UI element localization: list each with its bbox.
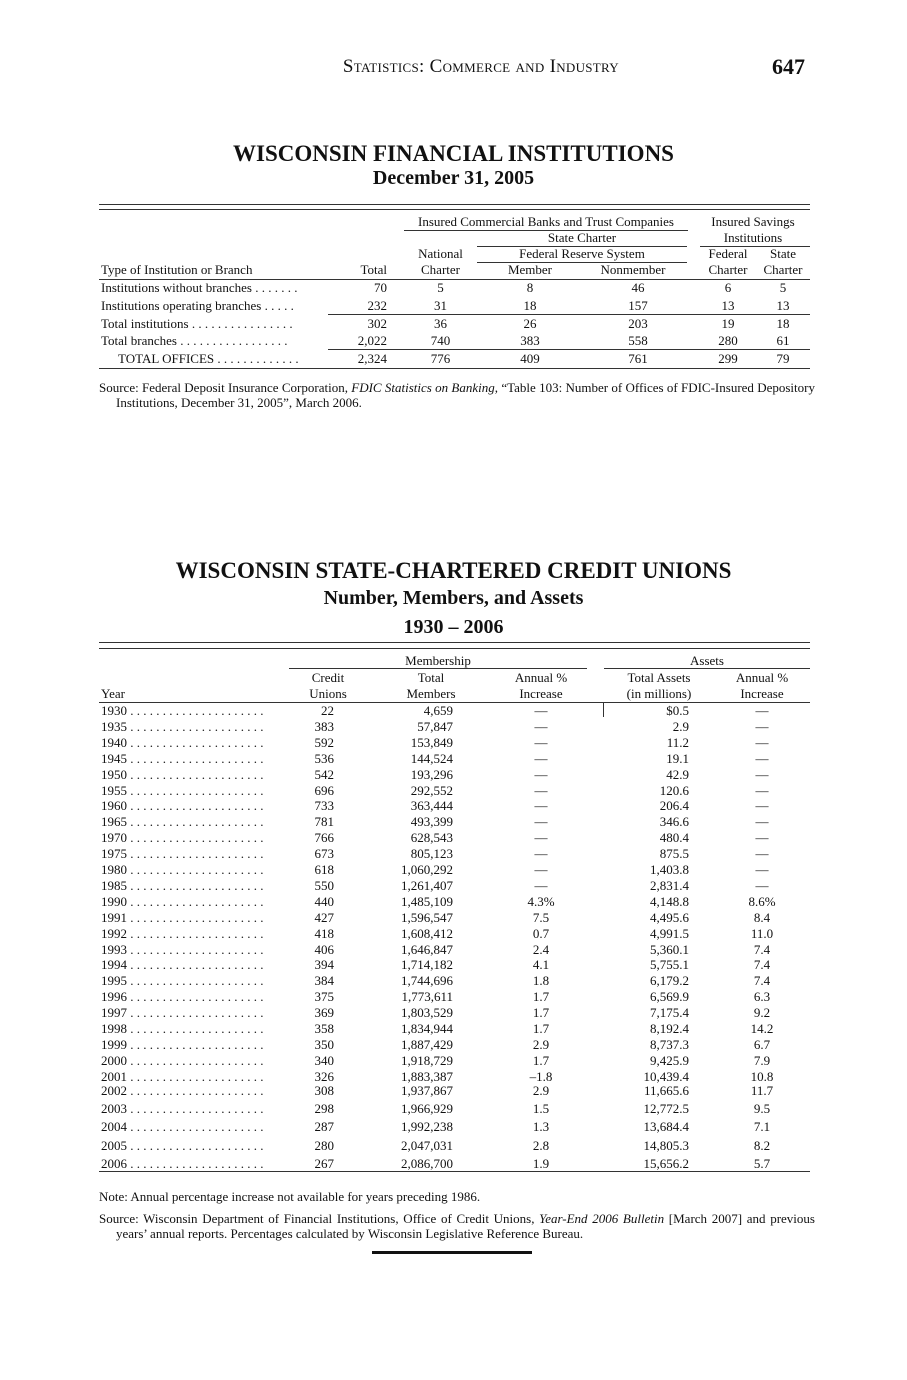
t2-cell-unions: 733 — [314, 798, 334, 813]
t1-col-national-2: Charter — [421, 262, 460, 277]
t2-cell-asset-increase: 7.9 — [753, 1053, 771, 1068]
t1-cell-federal: 13 — [721, 298, 735, 313]
t1-cell-total: 2,022 — [357, 333, 387, 348]
t1-cell-nonmember: 761 — [628, 351, 648, 366]
t2-cell-asset-increase: –– — [755, 830, 769, 845]
t2-cell-members: 4,659 — [423, 703, 453, 718]
t1-col-federal-1: Federal — [708, 246, 748, 261]
t2-cell-member-increase: –– — [534, 830, 548, 845]
t1-col-state-2: Charter — [763, 262, 803, 277]
t2-row-year: 2001 . . . . . . . . . . . . . . . . . . . . . — [101, 1069, 264, 1084]
t2-cell-assets: 2.9 — [672, 719, 689, 734]
t2-cell-members: 292,552 — [410, 783, 453, 798]
t2-cell-asset-increase: –– — [755, 846, 769, 861]
t1-cell-member: 18 — [523, 298, 537, 313]
t2-col-minc-1: Annual % — [514, 670, 568, 685]
t1-cell-federal: 299 — [718, 351, 738, 366]
table2-note: Note: Annual percentage increase not available for years preceding 1986. — [99, 1189, 481, 1204]
t2-row-year: 2003 . . . . . . . . . . . . . . . . . . . . . — [101, 1101, 264, 1116]
t2-cell-members: 1,773,611 — [401, 989, 453, 1004]
t2-cell-assets: 1,403.8 — [650, 862, 689, 877]
t2-row-year: 1990 . . . . . . . . . . . . . . . . . . . . . — [101, 894, 264, 909]
t2-cell-assets: 9,425.9 — [650, 1053, 689, 1068]
t2-cell-asset-increase: 6.3 — [753, 989, 771, 1004]
t2-cell-member-increase: –– — [534, 767, 548, 782]
t2-col-minc-2: Increase — [519, 686, 563, 701]
t2-row-year: 1999 . . . . . . . . . . . . . . . . . . . . . — [101, 1037, 264, 1052]
t1-cell-federal: 280 — [718, 333, 738, 348]
t1-cell-national: 31 — [434, 298, 447, 313]
t2-cell-members: 1,646,847 — [401, 942, 453, 957]
t2-cell-asset-increase: 10.8 — [750, 1069, 774, 1084]
t2-col-members-1: Total — [417, 670, 445, 685]
t2-cell-member-increase: 1.7 — [532, 1053, 550, 1068]
t2-row-year: 2005 . . . . . . . . . . . . . . . . . . . . . — [101, 1138, 264, 1153]
t2-row-year: 1960 . . . . . . . . . . . . . . . . . . . . . — [101, 798, 264, 813]
t2-cell-unions: 298 — [314, 1101, 334, 1116]
t2-cell-assets: 5,755.1 — [650, 957, 689, 972]
t2-cell-member-increase: 1.7 — [532, 1021, 550, 1036]
t2-cell-asset-increase: –– — [755, 719, 769, 734]
t2-cell-unions: 542 — [314, 767, 334, 782]
t2-cell-members: 153,849 — [410, 735, 453, 750]
t2-row-year: 1994 . . . . . . . . . . . . . . . . . . . . . — [101, 957, 264, 972]
t2-cell-assets: 13,684.4 — [643, 1119, 689, 1134]
t2-row-year: 1992 . . . . . . . . . . . . . . . . . . . . . — [101, 926, 264, 941]
t2-cell-members: 1,596,547 — [401, 910, 453, 925]
t2-cell-members: 1,834,944 — [401, 1021, 453, 1036]
t1-row-label: Institutions operating branches . . . . . — [101, 298, 294, 313]
t2-cell-member-increase: –– — [534, 798, 548, 813]
t2-cell-members: 1,887,429 — [401, 1037, 453, 1052]
t1-group-frs: Federal Reserve System — [519, 246, 645, 261]
t1-cell-member: 409 — [520, 351, 540, 366]
t2-cell-member-increase: –– — [534, 846, 548, 861]
t1-cell-state: 61 — [776, 333, 790, 348]
t2-cell-members: 1,992,238 — [401, 1119, 453, 1134]
t2-cell-member-increase: –– — [534, 862, 548, 877]
t2-cell-asset-increase: 11.0 — [750, 926, 774, 941]
t2-cell-asset-increase: –– — [755, 767, 769, 782]
t2-cell-assets: 8,737.3 — [650, 1037, 689, 1052]
t1-cell-national: 36 — [434, 316, 447, 331]
t1-cell-member: 26 — [523, 316, 537, 331]
t2-row-year: 1930 . . . . . . . . . . . . . . . . . . . . . — [101, 703, 264, 718]
t2-row-year: 1980 . . . . . . . . . . . . . . . . . . . . . — [101, 862, 264, 877]
t2-row-year: 1950 . . . . . . . . . . . . . . . . . . . . . — [101, 767, 264, 782]
t2-cell-member-increase: 2.9 — [532, 1037, 550, 1052]
t1-cell-total: 232 — [367, 298, 387, 313]
t2-cell-members: 1,060,292 — [401, 862, 453, 877]
t2-cell-assets: 4,991.5 — [650, 926, 689, 941]
t2-cell-assets: 4,495.6 — [650, 910, 689, 925]
t2-row-year: 2002 . . . . . . . . . . . . . . . . . . . . . — [101, 1083, 264, 1098]
t2-cell-asset-increase: 7.1 — [753, 1119, 771, 1134]
t1-cell-nonmember: 46 — [631, 280, 645, 295]
t1-cell-national: 776 — [430, 351, 451, 366]
t2-cell-members: 1,261,407 — [401, 878, 453, 893]
t2-cell-member-increase: 4.1 — [532, 957, 550, 972]
t2-cell-unions: 22 — [321, 703, 334, 718]
t1-group-state-charter: State Charter — [547, 230, 617, 245]
t1-col-total: Total — [360, 262, 387, 277]
t2-cell-assets: 346.6 — [659, 814, 689, 829]
t2-col-year: Year — [101, 686, 125, 701]
end-of-page-rule — [372, 1251, 532, 1254]
t2-cell-unions: 369 — [314, 1005, 334, 1020]
t2-row-year: 1985 . . . . . . . . . . . . . . . . . . . . . — [101, 878, 264, 893]
t1-col-member: Member — [507, 262, 553, 277]
t2-row-year: 1993 . . . . . . . . . . . . . . . . . . . . . — [101, 942, 264, 957]
t2-cell-asset-increase: 9.2 — [753, 1005, 771, 1020]
t2-cell-member-increase: –– — [534, 703, 548, 718]
t1-col-national-1: National — [418, 246, 463, 261]
t2-cell-members: 1,883,387 — [401, 1069, 453, 1084]
t2-cell-unions: 536 — [314, 751, 334, 766]
t2-col-ainc-2: Increase — [740, 686, 784, 701]
t2-cell-unions: 384 — [314, 973, 334, 988]
t2-cell-asset-increase: 5.7 — [753, 1156, 771, 1171]
t2-cell-asset-increase: –– — [755, 878, 769, 893]
t2-cell-asset-increase: –– — [755, 783, 769, 798]
t2-cell-member-increase: –– — [534, 878, 548, 893]
t2-cell-unions: 267 — [314, 1156, 334, 1171]
t2-cell-members: 805,123 — [410, 846, 453, 861]
t2-cell-asset-increase: 7.4 — [753, 942, 771, 957]
t1-cell-total: 302 — [367, 316, 387, 331]
t2-row-year: 1970 . . . . . . . . . . . . . . . . . . . . . — [101, 830, 264, 845]
running-title-text: Statistics: Commerce and Industry — [342, 56, 619, 77]
t2-cell-asset-increase: 14.2 — [750, 1021, 774, 1036]
t2-row-year: 1975 . . . . . . . . . . . . . . . . . . . . . — [101, 846, 264, 861]
t2-cell-unions: 673 — [314, 846, 334, 861]
t2-cell-assets: 15,656.2 — [643, 1156, 689, 1171]
t2-cell-member-increase: 4.3% — [527, 894, 555, 909]
t2-row-year: 1945 . . . . . . . . . . . . . . . . . . . . . — [101, 751, 264, 766]
t2-cell-assets: 6,569.9 — [650, 989, 689, 1004]
t1-group-savings-1: Insured Savings — [711, 214, 795, 229]
t2-cell-assets: 4,148.8 — [650, 894, 689, 909]
t2-col-assets-1: Total Assets — [627, 670, 691, 685]
t1-cell-state: 79 — [776, 351, 790, 366]
t2-cell-unions: 781 — [314, 814, 334, 829]
t2-cell-unions: 427 — [314, 910, 334, 925]
t2-cell-asset-increase: –– — [755, 814, 769, 829]
t2-row-year: 1997 . . . . . . . . . . . . . . . . . . . . . — [101, 1005, 264, 1020]
t2-cell-unions: 358 — [314, 1021, 334, 1036]
t1-cell-federal: 6 — [724, 280, 732, 295]
t2-cell-assets: 8,192.4 — [650, 1021, 689, 1036]
table1-subtitle: December 31, 2005 — [372, 167, 535, 189]
table2-source: Source: Wisconsin Department of Financial Institutions, Office of Credit Unions, Year-End 2006 Bulletin [March 2007] and previous years’ annual reports. Percentages calculated by Wisconsin Legislative Reference Bureau. — [99, 1211, 815, 1241]
t2-cell-asset-increase: 7.4 — [753, 957, 771, 972]
t2-cell-unions: 592 — [314, 735, 334, 750]
t2-cell-members: 144,524 — [410, 751, 453, 766]
t1-cell-state: 13 — [776, 298, 790, 313]
t2-cell-assets: 12,772.5 — [643, 1101, 689, 1116]
t2-cell-members: 1,803,529 — [401, 1005, 453, 1020]
t2-cell-assets: 875.5 — [659, 846, 689, 861]
t2-cell-member-increase: –– — [534, 751, 548, 766]
t2-cell-member-increase: 1.8 — [532, 973, 550, 988]
t1-row-label: Total institutions . . . . . . . . . . . . . . . . — [101, 316, 293, 331]
t2-cell-members: 2,047,031 — [401, 1138, 453, 1153]
t2-row-year: 1935 . . . . . . . . . . . . . . . . . . . . . — [101, 719, 264, 734]
t2-cell-unions: 394 — [314, 957, 334, 972]
t2-cell-asset-increase: 8.6% — [748, 894, 776, 909]
t2-cell-asset-increase: –– — [755, 798, 769, 813]
t2-cell-asset-increase: –– — [755, 735, 769, 750]
t2-cell-member-increase: 1.9 — [532, 1156, 550, 1171]
table2-title: WISCONSIN STATE-CHARTERED CREDIT UNIONS — [175, 558, 732, 583]
t2-group-membership: Membership — [405, 653, 471, 668]
t2-col-members-2: Members — [406, 686, 456, 701]
t2-cell-asset-increase: 6.7 — [753, 1037, 771, 1052]
t2-cell-unions: 350 — [314, 1037, 334, 1052]
t2-cell-unions: 766 — [314, 830, 334, 845]
t2-cell-members: 1,937,867 — [401, 1083, 453, 1098]
t2-cell-asset-increase: –– — [755, 862, 769, 877]
t2-cell-asset-increase: 8.4 — [753, 910, 771, 925]
t1-cell-national: 740 — [430, 333, 451, 348]
t2-cell-assets: $0.5 — [666, 703, 689, 718]
t2-row-year: 2000 . . . . . . . . . . . . . . . . . . . . . — [101, 1053, 264, 1068]
t2-cell-asset-increase: 9.5 — [753, 1101, 771, 1116]
t2-cell-member-increase: –– — [534, 783, 548, 798]
t2-cell-member-increase: 1.5 — [532, 1101, 550, 1116]
t1-cell-nonmember: 558 — [628, 333, 648, 348]
t2-cell-member-increase: –– — [534, 719, 548, 734]
t2-cell-members: 1,744,696 — [401, 973, 453, 988]
t2-cell-unions: 618 — [314, 862, 334, 877]
t2-col-unions-2: Unions — [309, 686, 347, 701]
t2-cell-member-increase: 2.4 — [532, 942, 550, 957]
t2-cell-asset-increase: –– — [755, 703, 769, 718]
t2-cell-member-increase: 1.7 — [532, 1005, 550, 1020]
t1-cell-nonmember: 157 — [628, 298, 648, 313]
table2-subtitle: Number, Members, and Assets — [323, 587, 584, 609]
t2-row-year: 1996 . . . . . . . . . . . . . . . . . . . . . — [101, 989, 264, 1004]
t2-cell-assets: 206.4 — [659, 798, 689, 813]
t1-cell-state: 18 — [776, 316, 790, 331]
t2-cell-assets: 19.1 — [666, 751, 689, 766]
t2-group-assets: Assets — [690, 653, 724, 668]
t2-row-year: 1955 . . . . . . . . . . . . . . . . . . . . . — [101, 783, 264, 798]
t1-cell-member: 383 — [520, 333, 540, 348]
t2-cell-members: 1,918,729 — [401, 1053, 453, 1068]
t2-cell-unions: 308 — [314, 1083, 334, 1098]
t2-cell-unions: 326 — [314, 1069, 334, 1084]
t2-cell-assets: 14,805.3 — [643, 1138, 689, 1153]
t1-row-label: TOTAL OFFICES . . . . . . . . . . . . . — [118, 351, 299, 366]
t2-row-year: 1965 . . . . . . . . . . . . . . . . . . . . . — [101, 814, 264, 829]
t2-cell-members: 363,444 — [410, 798, 453, 813]
t1-cell-state: 5 — [779, 280, 787, 295]
t2-cell-assets: 10,439.4 — [643, 1069, 689, 1084]
t2-col-ainc-1: Annual % — [735, 670, 789, 685]
running-header — [0, 54, 907, 82]
t2-cell-member-increase: 1.3 — [532, 1119, 550, 1134]
t1-group-commercial: Insured Commercial Banks and Trust Companies — [417, 214, 674, 229]
t2-cell-member-increase: 0.7 — [532, 926, 550, 941]
t2-row-year: 1995 . . . . . . . . . . . . . . . . . . . . . — [101, 973, 264, 988]
table1-source: Source: Federal Deposit Insurance Corporation, FDIC Statistics on Banking, “Table 103: Number of Offices of FDIC-Insured Depository Institutions, December 31, 2005”, March 2006. — [99, 380, 815, 410]
t2-cell-members: 493,399 — [410, 814, 453, 829]
t1-cell-national: 5 — [437, 280, 444, 295]
t1-cell-total: 70 — [374, 280, 387, 295]
t1-col-type: Type of Institution or Branch — [101, 262, 253, 277]
t1-cell-total: 2,324 — [357, 351, 387, 366]
t2-col-unions-1: Credit — [311, 670, 345, 685]
t2-cell-unions: 375 — [314, 989, 334, 1004]
t2-cell-assets: 2,831.4 — [650, 878, 689, 893]
t2-cell-unions: 696 — [314, 783, 334, 798]
t2-cell-members: 1,966,929 — [401, 1101, 453, 1116]
t2-cell-members: 57,847 — [417, 719, 453, 734]
t2-cell-member-increase: –1.8 — [529, 1069, 553, 1084]
t2-row-year: 2006 . . . . . . . . . . . . . . . . . . . . . — [101, 1156, 264, 1171]
t2-row-year: 1940 . . . . . . . . . . . . . . . . . . . . . — [101, 735, 264, 750]
t2-cell-unions: 340 — [314, 1053, 334, 1068]
running-title — [343, 56, 619, 78]
t2-cell-member-increase: –– — [534, 735, 548, 750]
t2-row-year: 2004 . . . . . . . . . . . . . . . . . . . . . — [101, 1119, 264, 1134]
t2-cell-assets: 11.2 — [666, 735, 689, 750]
table1-title: WISCONSIN FINANCIAL INSTITUTIONS — [233, 141, 674, 166]
table2-years-range: 1930 – 2006 — [403, 616, 504, 638]
t2-cell-members: 193,296 — [410, 767, 453, 782]
t2-cell-unions: 383 — [314, 719, 334, 734]
page-number: 647 — [772, 54, 805, 79]
t2-cell-member-increase: –– — [534, 814, 548, 829]
t2-cell-member-increase: 2.9 — [532, 1083, 550, 1098]
t1-col-state-1: State — [770, 246, 796, 261]
t2-cell-asset-increase: –– — [755, 751, 769, 766]
t2-cell-member-increase: 2.8 — [532, 1138, 550, 1153]
t1-row-label: Institutions without branches . . . . . . . — [101, 280, 298, 295]
t2-row-year: 1998 . . . . . . . . . . . . . . . . . . . . . — [101, 1021, 264, 1036]
t2-cell-unions: 550 — [314, 878, 334, 893]
t2-cell-unions: 440 — [314, 894, 334, 909]
t2-cell-asset-increase: 8.2 — [753, 1138, 771, 1153]
t2-cell-assets: 11,665.6 — [643, 1083, 689, 1098]
t2-cell-unions: 280 — [314, 1138, 334, 1153]
t1-group-savings-2: Institutions — [723, 230, 783, 245]
t2-cell-members: 1,485,109 — [401, 894, 453, 909]
t2-cell-assets: 7,175.4 — [650, 1005, 689, 1020]
t1-col-federal-2: Charter — [708, 262, 748, 277]
t2-cell-assets: 5,360.1 — [650, 942, 689, 957]
t2-col-assets-2: (in millions) — [626, 686, 692, 701]
t2-row-year: 1991 . . . . . . . . . . . . . . . . . . . . . — [101, 910, 264, 925]
t1-cell-member: 8 — [526, 280, 534, 295]
t2-cell-asset-increase: 7.4 — [753, 973, 771, 988]
t2-cell-assets: 6,179.2 — [650, 973, 689, 988]
t2-cell-members: 1,608,412 — [401, 926, 453, 941]
t1-cell-nonmember: 203 — [628, 316, 648, 331]
t2-cell-member-increase: 7.5 — [532, 910, 550, 925]
t1-cell-federal: 19 — [721, 316, 735, 331]
t1-col-nonmember: Nonmember — [600, 262, 666, 277]
t2-cell-members: 1,714,182 — [401, 957, 453, 972]
t1-row-label: Total branches . . . . . . . . . . . . . . . . . — [101, 333, 288, 348]
t2-cell-members: 2,086,700 — [401, 1156, 453, 1171]
t2-cell-asset-increase: 11.7 — [750, 1083, 774, 1098]
t2-cell-members: 628,543 — [410, 830, 453, 845]
t2-cell-assets: 480.4 — [659, 830, 689, 845]
t2-cell-unions: 287 — [314, 1119, 334, 1134]
t2-cell-assets: 120.6 — [659, 783, 689, 798]
t2-cell-member-increase: 1.7 — [532, 989, 550, 1004]
t2-cell-assets: 42.9 — [666, 767, 689, 782]
t2-cell-unions: 418 — [314, 926, 334, 941]
t2-cell-unions: 406 — [314, 942, 334, 957]
